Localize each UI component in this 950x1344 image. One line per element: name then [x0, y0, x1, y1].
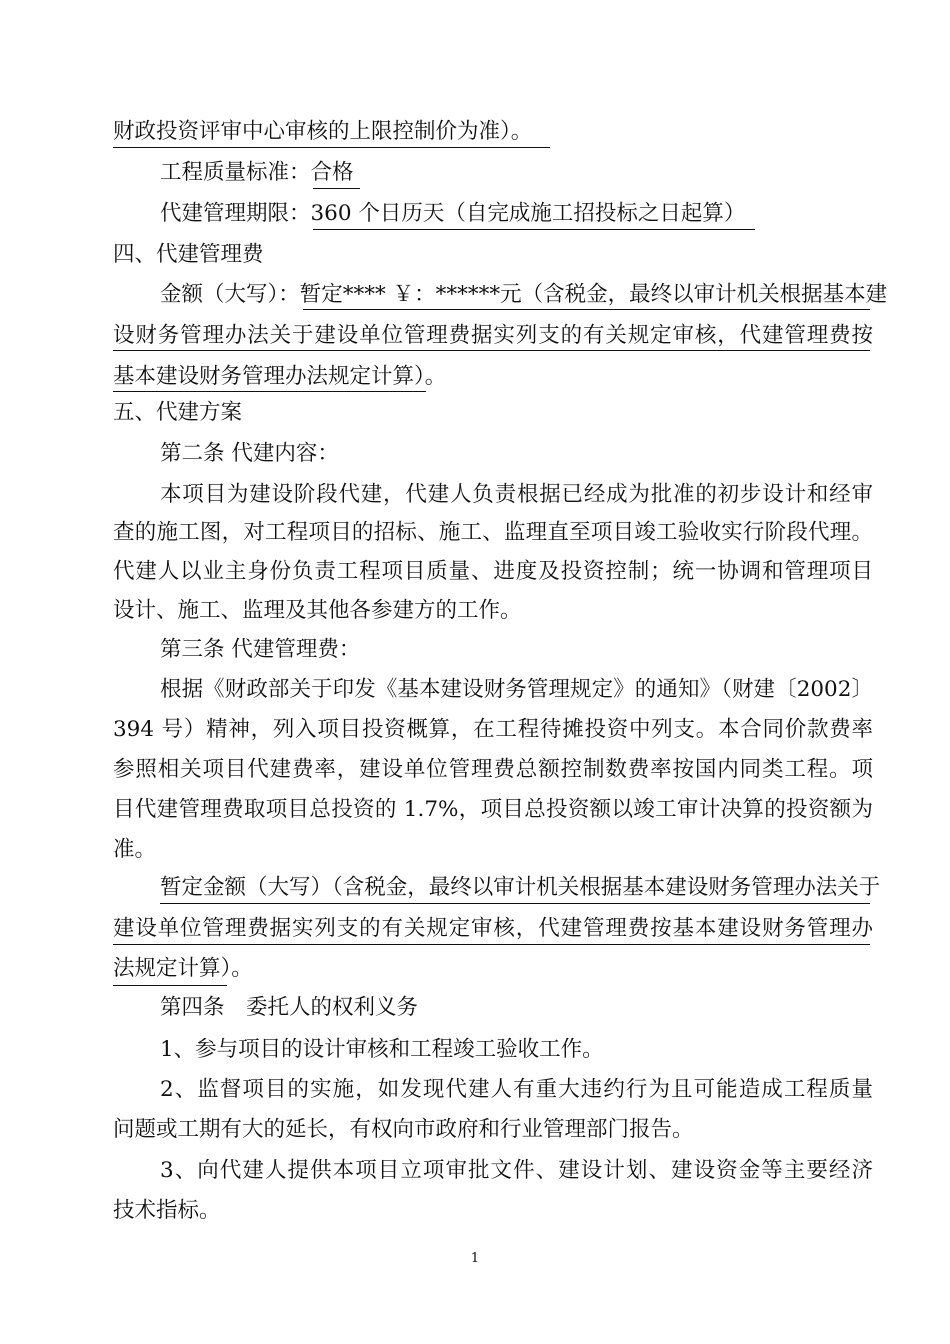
section-heading: 四、代建管理费	[113, 242, 264, 267]
underline	[160, 903, 870, 904]
article-heading: 第三条 代建管理费：	[160, 637, 361, 662]
article-heading: 第四条 委托人的权利义务	[160, 995, 419, 1020]
article-heading: 第二条 代建内容：	[160, 441, 339, 466]
text-line: 法规定计算）。	[113, 956, 253, 981]
text-line: 设财务管理办法关于建设单位管理费据实列支的有关规定审核，代建管理费按	[113, 323, 873, 348]
section-heading: 五、代建方案	[113, 400, 243, 425]
text-line: 代建管理期限：360 个日历天（自完成施工招投标之日起算）	[160, 201, 746, 226]
list-item: 3、向代建人提供本项目立项审批文件、建设计划、建设资金等主要经济	[160, 1158, 873, 1183]
text-line: 建设单位管理费据实列支的有关规定审核，代建管理费按基本建设财务管理办	[113, 916, 873, 941]
text-line: 准。	[113, 837, 157, 862]
text-line: 技术指标。	[113, 1198, 221, 1223]
text-line: 设计、施工、监理及其他各参建方的工作。	[113, 598, 522, 623]
text-line: 暂定金额（大写）（含税金，最终以审计机关根据基本建设财务管理办法关于	[160, 875, 881, 900]
text-line: 工程质量标准：合格	[160, 160, 354, 185]
text-line: 问题或工期有大的延长，有权向市政府和行业管理部门报告。	[113, 1117, 694, 1142]
text-line: 根据《财政部关于印发《基本建设财务管理规定》的通知》（财建〔2002〕	[160, 677, 873, 702]
underline	[113, 350, 870, 351]
text-line: 本项目为建设阶段代建，代建人负责根据已经成为批准的初步设计和经审	[160, 482, 873, 507]
underline	[113, 391, 426, 392]
underline	[313, 229, 755, 230]
text-line: 代建人以业主身份负责工程项目质量、进度及投资控制；统一协调和管理项目	[113, 559, 873, 584]
underline	[113, 147, 550, 148]
page-number: 1	[470, 1251, 480, 1266]
text-line: 金额（大写）：暂定**** ￥：******元（含税金，最终以审计机关根据基本建	[160, 282, 888, 307]
underline	[313, 188, 360, 189]
list-item: 2、监督项目的实施，如发现代建人有重大违约行为且可能造成工程质量	[160, 1077, 873, 1102]
text-line: 目代建管理费取项目总投资的 1.7%，项目总投资额以竣工审计决算的投资额为	[113, 797, 873, 822]
text-line: 基本建设财务管理办法规定计算）。	[113, 364, 447, 389]
list-item: 1、参与项目的设计审核和工程竣工验收工作。	[160, 1037, 604, 1062]
text-line: 394 号）精神，列入项目投资概算，在工程待摊投资中列支。本合同价款费率	[113, 717, 873, 742]
text-line: 查的施工图，对工程项目的招标、施工、监理直至项目竣工验收实行阶段代理。	[113, 520, 873, 545]
underline	[113, 985, 227, 986]
text-line: 参照相关项目代建费率，建设单位管理费总额控制数费率按国内同类工程。项	[113, 757, 873, 782]
text-line: 财政投资评审中心审核的上限控制价为准）。	[113, 119, 533, 144]
underline	[113, 944, 870, 945]
underline	[303, 309, 870, 310]
